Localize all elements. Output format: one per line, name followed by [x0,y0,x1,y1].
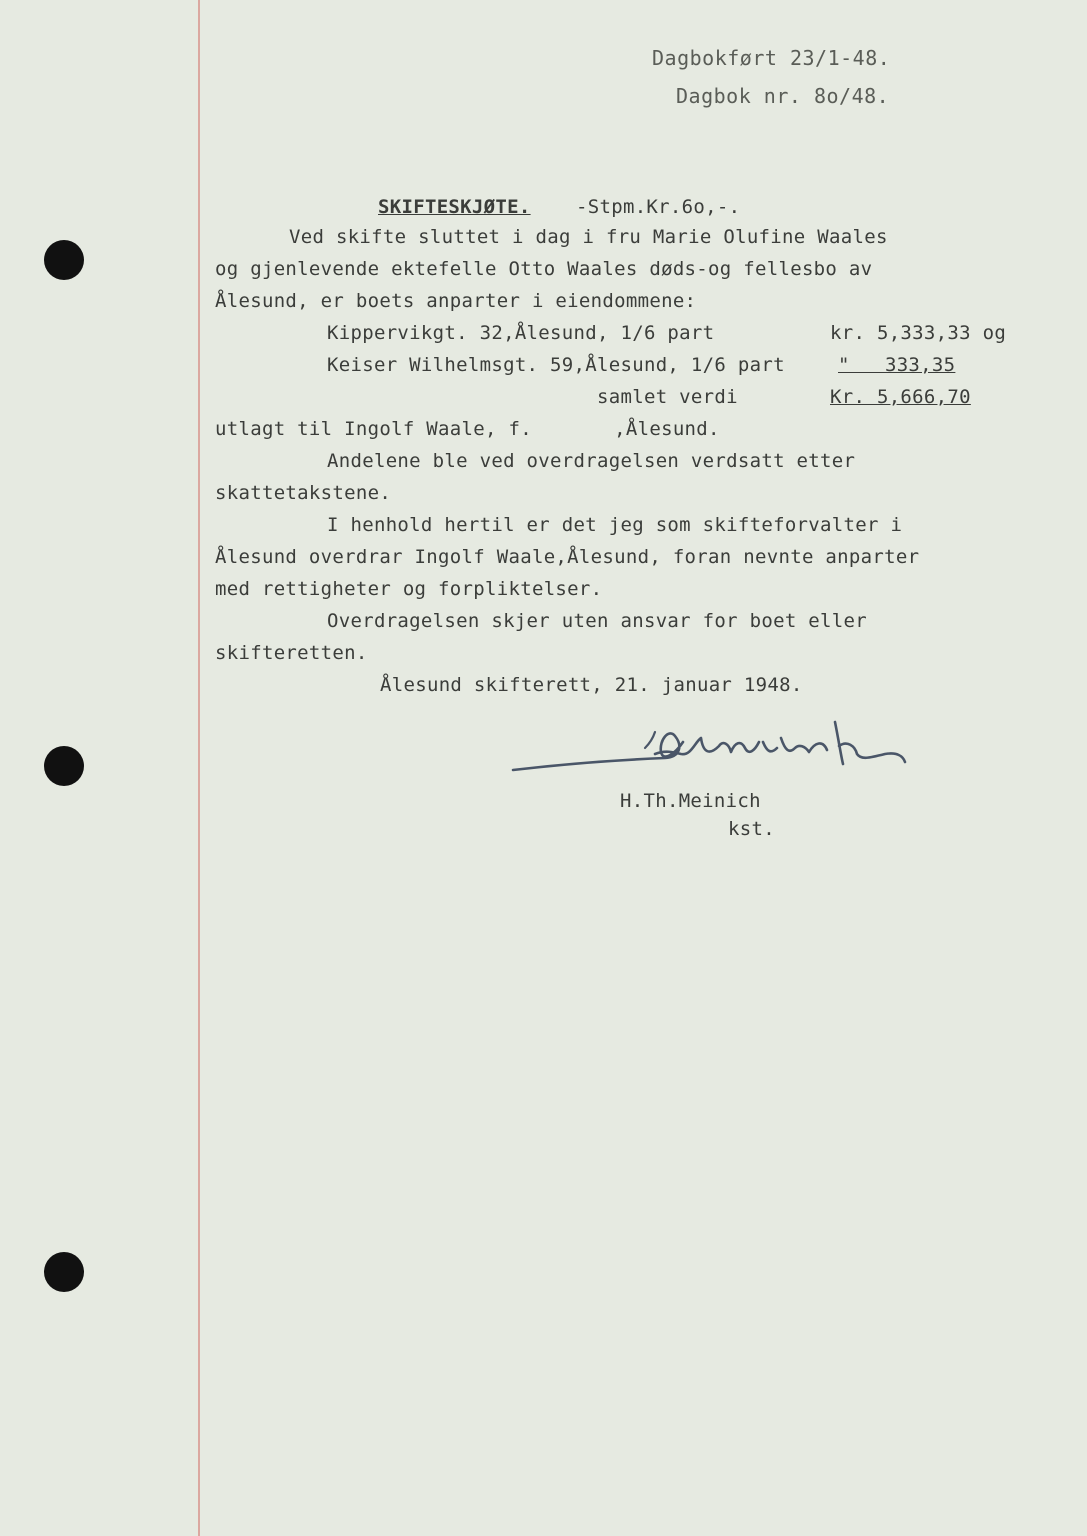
property-value: " 333,35 [838,354,956,376]
property-line: Keiser Wilhelmsgt. 59,Ålesund, 1/6 part [327,354,785,376]
text-line: skifteretten. [215,642,368,664]
text-line: Ved skifte sluttet i dag i fru Marie Olufine Waales [289,226,888,248]
text-line: Ålesund, er boets anparter i eiendommene: [215,290,697,312]
text-line: utlagt til Ingolf Waale, f. ,Ålesund. [215,418,720,440]
punch-hole [44,240,84,280]
punch-hole [44,746,84,786]
text-line: Andelene ble ved overdragelsen verdsatt etter [327,450,856,472]
signatory-title: kst. [728,818,775,840]
text-line: Overdragelsen skjer uten ansvar for boet eller [327,610,867,632]
place-date-line: Ålesund skifterett, 21. januar 1948. [380,674,803,696]
stamp-fee: -Stpm.Kr.6o,-. [576,196,741,218]
signatory-name: H.Th.Meinich [620,790,761,812]
text-line: I henhold hertil er det jeg som skifteforvalter i [327,514,903,536]
total-value: Kr. 5,666,70 [830,386,971,408]
text-line: Ålesund overdrar Ingolf Waale,Ålesund, foran nevnte anparter [215,546,920,568]
property-line: Kippervikgt. 32,Ålesund, 1/6 part [327,322,715,344]
property-value: kr. 5,333,33 og [830,322,1007,344]
document-title: SKIFTESKJØTE. [378,196,531,218]
total-label: samlet verdi [597,386,738,408]
text-line: og gjenlevende ektefelle Otto Waales døds-og fellesbo av [215,258,873,280]
registration-stamp: Dagbokført 23/1-48. [652,46,891,70]
margin-line [198,0,200,1536]
text-line: med rettigheter og forpliktelser. [215,578,603,600]
handwritten-signature [505,712,915,792]
punch-hole [44,1252,84,1292]
text-line: skattetakstene. [215,482,392,504]
journal-number-stamp: Dagbok nr. 8o/48. [676,84,890,108]
